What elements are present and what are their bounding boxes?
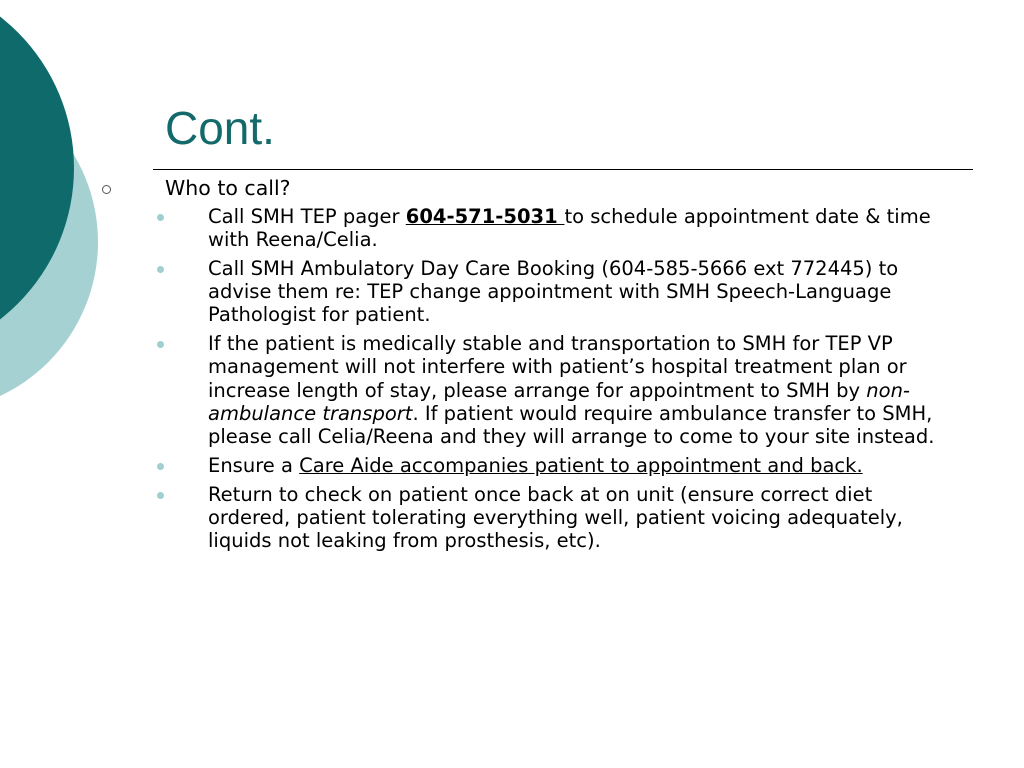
slide-body (100, 176, 970, 558)
care-aide-underlined-text: Care Aide accompanies patient to appointment and back. (299, 453, 863, 477)
list-item-care-aide (100, 454, 970, 477)
bullet-dot-icon (157, 266, 164, 273)
heading-who-to-call (100, 176, 970, 201)
pager-outro-text: to schedule appointment date & time with Reena/Celia. (208, 205, 931, 252)
care-aide-intro-text: Ensure a (208, 453, 300, 477)
list-item-transport (100, 332, 970, 448)
bullet-dot-icon (157, 214, 164, 221)
heading-text: Who to call? (165, 176, 291, 200)
bullet-dot-icon (157, 463, 164, 470)
pager-phone-number: 604-571-5031 (405, 205, 565, 228)
transport-intro-text: If the patient is medically stable and transportation to SMH for TEP VP management will not interfere with patient’s hospital treatment plan or increase length of stay, please arrange for appointment to SMH by (208, 332, 907, 402)
sub-bullet-list (100, 205, 970, 552)
pager-intro-text: Call SMH TEP pager (208, 205, 406, 228)
bullet-dot-icon (157, 341, 164, 348)
list-item-pager (100, 205, 970, 251)
return-check-text: Return to check on patient once back at on unit (ensure correct diet ordered, patient tolerating everything well, patient voicing adequately, liquids not leaking from prosthesis, etc). (208, 482, 903, 553)
transport-outro-text: . If patient would require ambulance transfer to SMH, please call Celia/Reena and they will arrange to come to your site instead. (208, 401, 935, 449)
list-item-booking (100, 257, 970, 327)
bullet-dot-icon (157, 492, 164, 499)
booking-text: Call SMH Ambulatory Day Care Booking (604-585-5666 ext 772445) to advise them re: TEP change appointment with SMH Speech-Language Pathologist for patient. (208, 257, 899, 327)
hollow-circle-bullet-icon (102, 185, 111, 194)
list-item-return-check (100, 483, 970, 553)
title-divider (153, 169, 973, 170)
transport-italic-text: non-ambulance transport (208, 378, 910, 425)
slide-title: Cont. (165, 102, 275, 154)
